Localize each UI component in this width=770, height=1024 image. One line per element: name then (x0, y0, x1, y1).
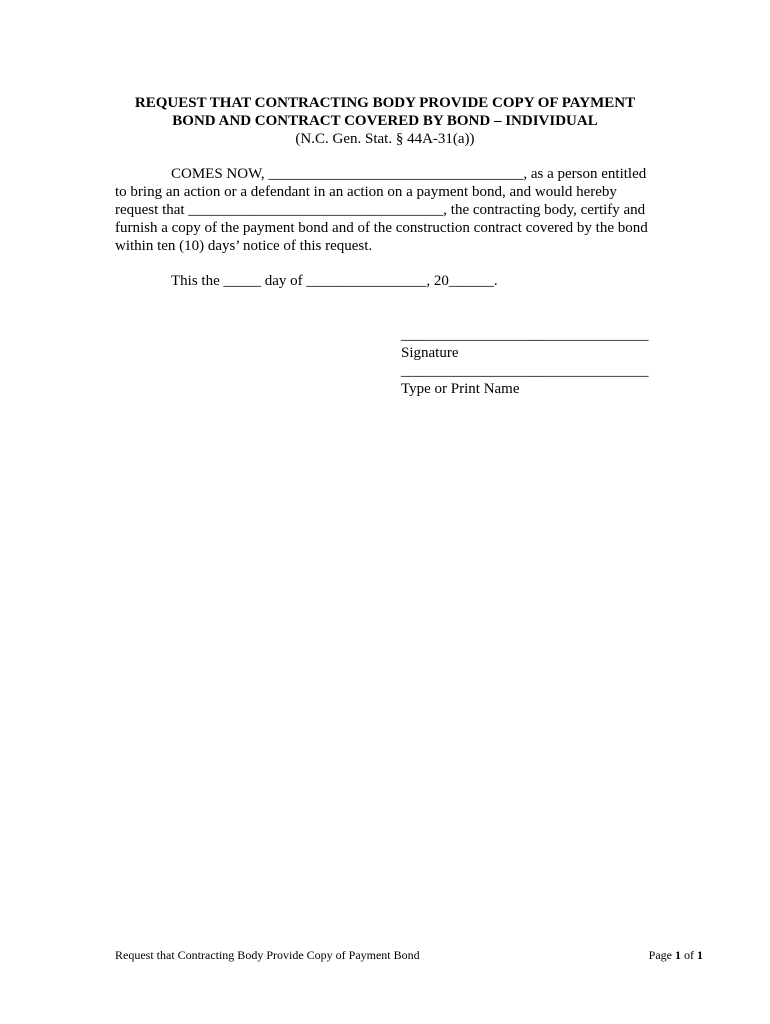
footer-page-number (649, 948, 703, 963)
date-line: This the _____ day of ________________, 20______. (171, 273, 498, 289)
footer-document-title: Request that Contracting Body Provide Copy of Payment Bond (115, 948, 420, 962)
body-paragraph-line-3: request that __________________________________, the contracting body, certify and (115, 202, 646, 218)
body-paragraph-line-1: COMES NOW, __________________________________, as a person entitled (171, 166, 647, 182)
page-current: 1 (675, 948, 681, 962)
signature-label: Signature (401, 345, 459, 361)
statute-citation: (N.C. Gen. Stat. § 44A-31(a)) (295, 131, 475, 147)
signature-rule: _________________________________ (401, 327, 649, 343)
body-paragraph-line-5: within ten (10) days’ notice of this request. (115, 238, 373, 254)
print-name-rule: _________________________________ (401, 363, 649, 379)
page-prefix: Page (648, 948, 675, 962)
document-title-line-2: BOND AND CONTRACT COVERED BY BOND – INDIVIDUAL (172, 113, 598, 129)
page-total: 1 (697, 948, 703, 962)
body-paragraph-line-4: furnish a copy of the payment bond and of the construction contract covered by the bond (115, 220, 648, 236)
print-name-label: Type or Print Name (401, 381, 520, 397)
document-header (0, 94, 770, 148)
document-title-line-1: REQUEST THAT CONTRACTING BODY PROVIDE COPY OF PAYMENT (134, 95, 636, 111)
body-paragraph-line-2: to bring an action or a defendant in an action on a payment bond, and would hereby (115, 184, 617, 200)
page-of: of (681, 948, 697, 962)
